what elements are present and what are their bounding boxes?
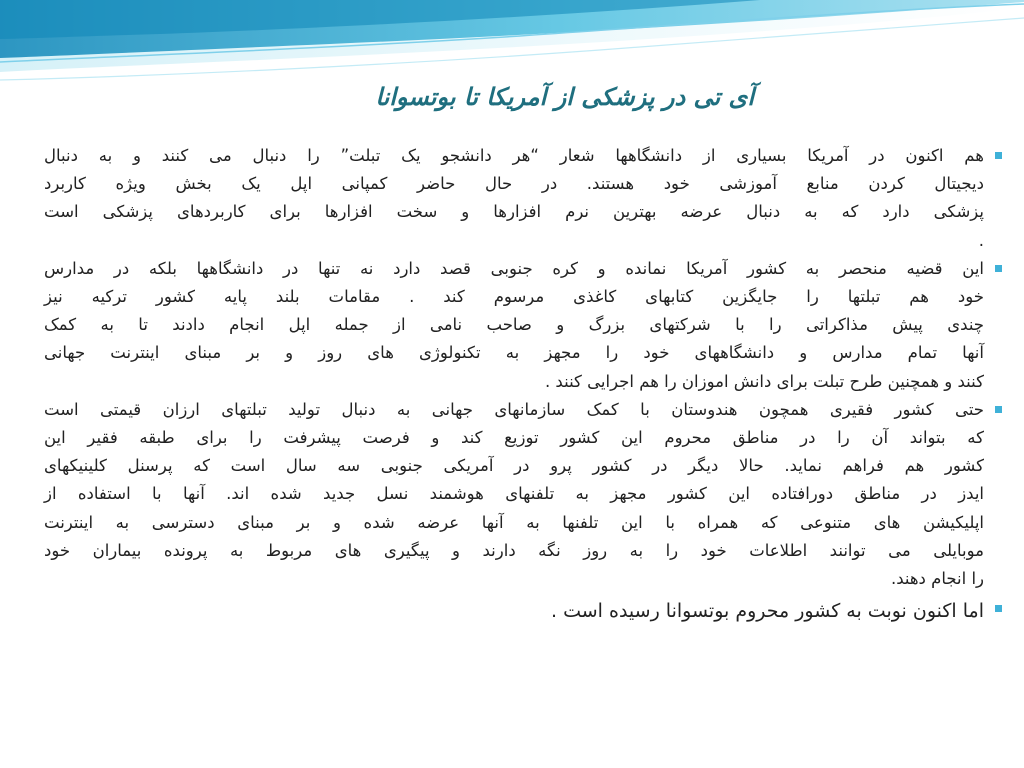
paragraph-2 (44, 255, 988, 396)
text-line: کشور هم فراهم نماید. حالا دیگر در کشور پرو در آمریکی جنوبی سه سال است که پرسنل کلینیکهای (44, 456, 984, 476)
text-line: کنند و همچنین طرح تبلت برای دانش اموزان را هم اجرایی کنند . (544, 371, 984, 391)
text-line: این قضیه منحصر به کشور آمریکا نمانده و کره جنوبی قصد دارد نه تنها در دانشگاهها بلکه در مدارس (44, 258, 984, 278)
text-line: پزشکی دارد که به دنبال عرضه بهترین نرم افزارها و سخت افزارها برای کاربردهای پزشکی است (44, 202, 984, 222)
bullet-icon (995, 265, 1002, 272)
paragraph-1 (44, 142, 988, 255)
text-line: اپلیکیشن های متنوعی که همراه با این تلفنها به آنها عرضه شده و بر مبنای دسترسی به اینترنت (44, 512, 984, 532)
text-line: ایدز در مناطق دورافتاده این کشور مجهز به تلفنهای هوشمند نسل جدید شده اند. آنها با استفاده از (44, 484, 984, 504)
bullet-icon (995, 152, 1002, 159)
text-line: چندی پیش مذاکراتی را با شرکتهای بزرگ و صاحب نامی از جمله اپل انجام دادند تا به کمک (44, 315, 984, 335)
bullet-icon (995, 605, 1002, 612)
text-line: که بتواند آن را در مناطق محروم این کشور توزیع کند و فرصت پیشرفت را برای طبقه فقیر این (44, 428, 984, 448)
slide-title: آی تی در پزشکی از آمریکا تا بوتسوانا (375, 82, 754, 111)
text-line: خود هم تبلتها را جایگزین کتابهای کاغذی مرسوم کند . مقامات بلند پایه کشور ترکیه نیز (44, 287, 984, 307)
closing-line: اما اکنون نوبت به کشور محروم بوتسوانا رسیده است . (551, 600, 984, 623)
text-line: آنها تمام مدارس و دانشگاههای خود را مجهز به تکنولوژی های روز و بر مبنای اینترنت جهانی (44, 343, 984, 363)
closing-paragraph (44, 595, 988, 627)
text-line: را انجام دهند. (890, 569, 984, 589)
text-line: . (978, 230, 984, 250)
text-line: موبایلی می توانند اطلاعات خود را به روز نگه دارند و پیگیری های مربوط به پرونده بیماران خود (44, 540, 984, 560)
text-line: دیجیتال کردن منابع آموزشی خود هستند. در حال حاضر کمپانی اپل یک بخش ویژه کاربرد (44, 174, 984, 194)
slide-body (44, 142, 988, 752)
text-line: هم اکنون در آمریکا بسیاری از دانشگاهها شعار “هر دانشجو یک تبلت” را دنبال می کنند و به دنبال (44, 146, 984, 165)
text-line: حتی کشور فقیری همچون هندوستان با کمک سازمانهای جهانی به دنبال تولید تبلتهای ارزان قیمتی است (44, 399, 984, 419)
paragraph-3 (44, 396, 988, 593)
bullet-icon (995, 406, 1002, 413)
